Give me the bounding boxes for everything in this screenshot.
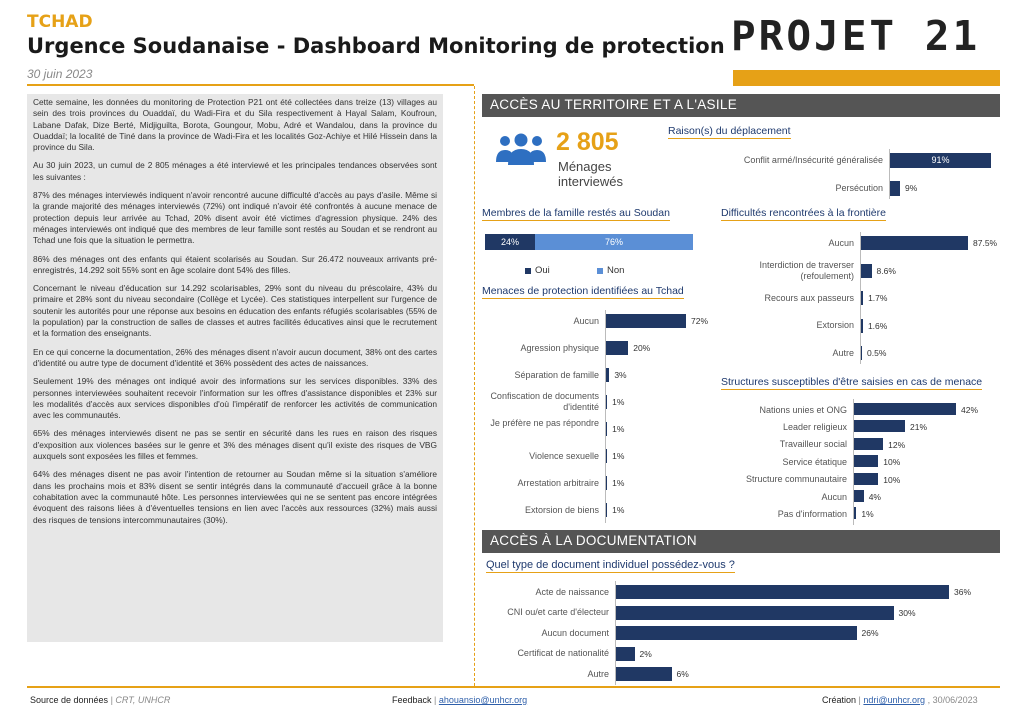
bar-label: Nations unies et ONG <box>759 404 847 415</box>
bar-value-label: 8.6% <box>876 265 896 276</box>
bar <box>854 438 883 450</box>
bar-label: Conflit armé/Insécurité généralisée <box>743 154 883 165</box>
creation-email-link[interactable]: ndri@unhcr.org <box>863 695 926 705</box>
bar-label: Leader religieux <box>782 421 847 432</box>
bar-value-label: 1% <box>612 505 625 515</box>
bar-label: Acte de naissance <box>535 586 609 597</box>
bar-label: Extorsion <box>816 320 854 330</box>
bar-value-label: 1% <box>612 451 625 461</box>
bar <box>606 476 607 490</box>
bar <box>616 647 635 661</box>
footer-feedback: Feedback | ahouansio@unhcr.org <box>392 695 528 705</box>
footer-source: Source de données | CRT, UNHCR <box>30 695 171 705</box>
bar-value-label: 1% <box>612 424 625 434</box>
creation-date: 30/06/2023 <box>932 695 978 705</box>
bar-value-label: 20% <box>633 343 651 353</box>
bar <box>606 341 628 355</box>
legend-label: Non <box>607 265 625 276</box>
chart-title-famille: Membres de la famille restés au Soudan <box>482 207 670 219</box>
bar-value-label: 72% <box>691 316 709 326</box>
bar-label: Persécution <box>835 182 883 193</box>
source-label: Source de données <box>30 695 109 705</box>
bar-label: Je préfère ne pas répondre <box>490 418 599 428</box>
bar-label: Arrestation arbitraire <box>517 477 599 488</box>
summary-paragraph: Concernant le niveau d'éducation sur 14.292 scolarisables, 29% sont du niveau du préscolaire, 43% du primaire et 28% sont du niveau secondaire (Collège et Lycée). Ces statistiques interpellent sur l'urgence de soutenir les autorités pour une réponse aux besoins en éducation des enfants réfugiés scolarisables (55% de la population) par la construction de salles de classes et autres facilités éducatives ainsi que le recrutement et la formation des enseignants. <box>33 283 437 339</box>
bar-label: Travailleur social <box>779 439 847 450</box>
bar-label: Interdiction de traverser (refoulement) <box>759 259 854 281</box>
logo-underline <box>733 70 1000 86</box>
bar-label: Autre <box>587 668 609 679</box>
bar <box>861 264 872 278</box>
summary-paragraph: 87% des ménages interviewés indiquent n'avoir rencontré aucune difficulté d'accès au pays d'asile. Même si la grande majorité des ménages interviewés (72%) ont indiqué n'avoir été confrontés à aucune menace de protection depuis leur arrivée au Tchad, 20% disent avoir été victimes d'agression physique. 24% des ménages interviewés ont indiqué que des membres de leur famille sont restés au Soudan et se rendront au Tchad une fois que la situation le permettra. <box>33 190 437 246</box>
feedback-email-link[interactable]: ahouansio@unhcr.org <box>438 695 528 705</box>
bar-value-label: 36% <box>954 587 972 597</box>
bar <box>606 314 686 328</box>
legend-swatch <box>597 268 603 274</box>
bar <box>606 395 607 409</box>
bar <box>861 346 862 360</box>
bar <box>861 236 968 250</box>
bar <box>890 181 900 196</box>
bar <box>606 503 607 517</box>
footer-creation: Création | ndri@unhcr.org , 30/06/2023 <box>822 695 978 705</box>
bar-value-label: 30% <box>898 607 916 618</box>
column-divider <box>474 86 475 686</box>
bar-label: Certificat de nationalité <box>517 648 609 658</box>
bar-value-label: 0.5% <box>867 348 887 358</box>
bar-label: Aucun <box>828 237 854 248</box>
bar <box>616 667 672 681</box>
bar-value-label: 12% <box>888 439 906 450</box>
bar-label: Pas d'information <box>777 508 847 519</box>
feedback-label: Feedback <box>392 695 432 705</box>
chart-title-menaces: Menaces de protection identifiées au Tchad <box>482 285 684 297</box>
bar-label: Aucun document <box>541 627 609 638</box>
bar <box>606 449 607 463</box>
bar-value-label: 2% <box>639 648 652 659</box>
bar-value-label: 10% <box>883 457 901 468</box>
bar-value-label: 42% <box>961 405 979 415</box>
bar-label: Aucun <box>821 491 847 502</box>
bar-value-label: 24% <box>500 237 519 247</box>
bar <box>861 291 863 305</box>
bar-label: Recours aux passeurs <box>764 292 854 303</box>
bar-value-label: 10% <box>883 474 901 485</box>
summary-paragraph: 86% des ménages ont des enfants qui étaient scolarisés au Soudan. Sur 26.472 nouveaux arrivants pré-enregistrés, 14.292 soit 55% sont en âge scolaire dont 54% des filles. <box>33 253 437 275</box>
bar-value-label: 87.5% <box>973 238 998 248</box>
bar-value-label: 1% <box>861 509 874 520</box>
bar <box>854 420 905 432</box>
summary-paragraph: Au 30 juin 2023, un cumul de 2 805 ménages a été interviewé et les principales tendances observées sont les suivantes : <box>33 160 437 182</box>
bar <box>854 490 864 502</box>
bar-label: Séparation de famille <box>514 369 599 380</box>
footer-divider <box>27 686 1000 688</box>
summary-paragraph: 65% des ménages interviewés disent ne pas se sentir en sécurité dans les rues en raison des risques d'exposition aux violences basées sur le genre et 3% des ménages disent qu'il existe des risques de VBG auxquels sont exposées les filles et femmes. <box>33 428 437 462</box>
households-count: 2 805 <box>556 128 619 156</box>
summary-text-panel <box>27 94 443 642</box>
bar <box>854 403 956 415</box>
bar-value-label: 1% <box>612 397 625 407</box>
bar-label: Aucun <box>573 315 599 326</box>
bar-label: Agression physique <box>520 342 599 353</box>
bar-label: Service étatique <box>782 456 847 467</box>
bar-value-label: 3% <box>614 370 627 380</box>
project-logo: PROJET 21 <box>731 12 981 60</box>
bar <box>854 455 878 467</box>
bar-value-label: 26% <box>861 628 879 638</box>
bar <box>616 606 894 620</box>
section-header-territory: ACCÈS AU TERRITOIRE ET A L'ASILE <box>482 94 1000 117</box>
legend-label: Oui <box>535 265 550 276</box>
summary-paragraph: Cette semaine, les données du monitoring de Protection P21 ont été collectées dans treize (13) villages au sein des trois provinces du Ouaddaï, du Wadi-Fira et du Sila respectivement à Hayal Salam, Koufroun, Labane Dafak, Dize Berté, Midjiguilta, Borota, Goungour, Mobu, Adré et Wandalou, dans la province du Ouaddaï; la localité de Tiné dans la province de Wadi-Fira et les localités Goz-Achiye et Hilé Hissein dans la province du Sila. <box>33 97 437 153</box>
bar-value-label: 1.7% <box>868 293 888 303</box>
bar-value-label: 9% <box>904 183 918 193</box>
summary-paragraph: En ce qui concerne la documentation, 26% des ménages disent n'avoir aucun document, 38% ont des cartes d'identité ou autre type de document d'identité et 36% possèdent des actes de naissances. <box>33 346 437 368</box>
header-divider <box>27 84 474 86</box>
bar-value-label: 21% <box>910 422 928 433</box>
source-value: CRT, UNHCR <box>115 695 171 705</box>
chart-title-difficultes: Difficultés rencontrées à la frontière <box>721 207 886 219</box>
report-date: 30 juin 2023 <box>27 67 93 81</box>
bar-value-label: 1.6% <box>867 320 888 331</box>
bar-label: Structure communautaire <box>745 474 847 485</box>
page-title: Urgence Soudanaise - Dashboard Monitoring de protection <box>27 34 725 58</box>
people-group-icon <box>495 132 547 166</box>
bar <box>854 507 856 519</box>
bar-value-label: 1% <box>612 478 625 488</box>
bar-label: Violence sexuelle <box>529 450 599 461</box>
bar-value-label: 91% <box>931 155 950 165</box>
bar-label: Confiscation de documents d'identité <box>490 391 599 412</box>
chart-title-structures: Structures susceptibles d'être saisies en cas de menace <box>721 376 983 388</box>
bar-label: Autre <box>832 347 854 358</box>
creation-label: Création <box>822 695 857 705</box>
section-header-documentation: ACCÈS À LA DOCUMENTATION <box>482 530 1000 553</box>
bar <box>616 585 949 599</box>
bar <box>606 368 609 382</box>
bar <box>861 319 863 333</box>
chart-title-documents: Quel type de document individuel possédez-vous ? <box>486 559 735 571</box>
bar-label: CNI ou/et carte d'électeur <box>507 607 609 617</box>
bar <box>616 626 857 640</box>
bar <box>606 422 607 436</box>
bar-value-label: 6% <box>676 669 689 679</box>
summary-paragraph: 64% des ménages disent ne pas avoir l'intention de retourner au Soudan même si la situation s'améliore dans les prochains mois et 83% disent se sentir intégrés dans la communauté d'accueil grâce à la bonne cohabitation avec la communauté hôte. Les personnes interviewées qui ne se sentent pas encore intégrées évoquent des raisons liées à d'éventuelles tensions en lien avec l'accès aux ressources (32%) mais aussi des risques de tensions intercommunautaires (30%). <box>33 469 437 525</box>
bar <box>854 473 878 485</box>
country-title: TCHAD <box>27 12 93 32</box>
legend-swatch <box>525 268 531 274</box>
bar-value-label: 76% <box>604 237 623 247</box>
summary-paragraph: Seulement 19% des ménages ont indiqué avoir des informations sur les services disponibles. 33% des personnes interviewées souhaitent recevoir l'information sur les offres d'assistance disponibles et 23% sur les modalités d'accès aux services disponibles d'où l'impératif de renforcer les activités de communication avec les communautés. <box>33 376 437 421</box>
bar-value-label: 4% <box>868 492 881 502</box>
chart-title-raisons: Raison(s) du déplacement <box>668 125 791 137</box>
households-label: Ménages interviewés <box>558 159 624 189</box>
bar-label: Extorsion de biens <box>524 504 599 515</box>
